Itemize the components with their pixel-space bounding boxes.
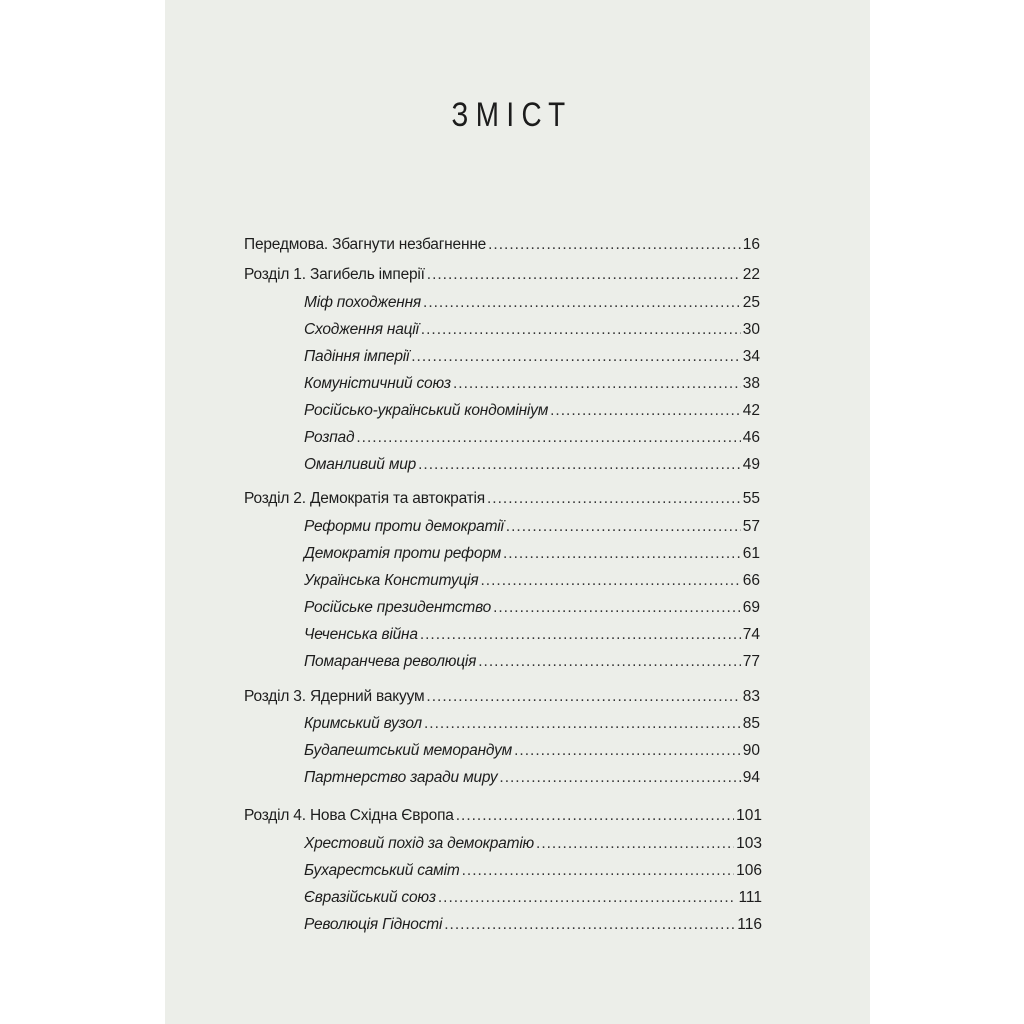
page-number: 111	[738, 889, 762, 906]
page-number: 74	[742, 626, 760, 643]
toc-subsection-entry	[304, 348, 760, 368]
entry-title: Розпад	[304, 429, 355, 446]
dot-leader	[493, 599, 741, 617]
page-number: 46	[742, 429, 760, 446]
page-number: 61	[742, 545, 760, 562]
dot-leader	[506, 518, 741, 536]
toc-chapter-entry	[244, 490, 760, 510]
entry-title: Комуністичний союз	[304, 375, 451, 392]
entry-title: Партнерство заради миру	[304, 769, 498, 786]
toc-chapter-entry	[244, 807, 762, 827]
entry-title: Революція Гідності	[304, 916, 443, 933]
page-number: 42	[742, 402, 760, 419]
toc-subsection-entry	[304, 456, 760, 476]
dot-leader	[456, 807, 734, 825]
dot-leader	[536, 835, 734, 853]
page-number: 66	[742, 572, 760, 589]
entry-title: Падіння імперії	[304, 348, 410, 365]
page-number: 103	[736, 835, 762, 852]
dot-leader	[418, 456, 741, 474]
page-number: 30	[742, 321, 760, 338]
toc-subsection-entry	[304, 545, 760, 565]
dot-leader	[487, 490, 741, 508]
toc-subsection-entry	[304, 518, 760, 538]
dot-leader	[503, 545, 741, 563]
toc-subsection-entry	[304, 402, 760, 422]
toc-subsection-entry	[304, 742, 760, 762]
dot-leader	[423, 294, 741, 312]
entry-title: Кримський вузол	[304, 715, 422, 732]
dot-leader	[488, 236, 741, 254]
page-number: 106	[736, 862, 762, 879]
page-number: 116	[737, 916, 762, 933]
toc-chapter-entry	[244, 688, 760, 708]
page-number: 85	[742, 715, 760, 732]
toc-subsection-entry	[304, 862, 762, 882]
dot-leader	[550, 402, 741, 420]
dot-leader	[427, 266, 741, 284]
dot-leader	[462, 862, 735, 880]
page-number: 22	[742, 266, 760, 283]
dot-leader	[478, 653, 741, 671]
entry-title: Розділ 4. Нова Східна Європа	[244, 807, 454, 824]
toc-subsection-entry	[304, 429, 760, 449]
page-number: 49	[742, 456, 760, 473]
dot-leader	[420, 626, 741, 644]
toc-subsection-entry	[304, 715, 760, 735]
page-number: 16	[742, 236, 760, 253]
entry-title: Євразійський союз	[304, 889, 436, 906]
page-number: 101	[736, 807, 762, 824]
entry-title: Розділ 1. Загибель імперії	[244, 266, 425, 283]
entry-title: Хрестовий похід за демократію	[304, 835, 535, 852]
page-number: 57	[742, 518, 760, 535]
toc-subsection-entry	[304, 294, 760, 314]
toc-subsection-entry	[304, 321, 760, 341]
entry-title: Сходження нації	[304, 321, 419, 338]
dot-leader	[411, 348, 741, 366]
entry-title: Будапештський меморандум	[304, 742, 513, 759]
toc-subsection-entry	[304, 889, 762, 909]
entry-title: Реформи проти демократії	[304, 518, 504, 535]
dot-leader	[421, 321, 741, 339]
toc-subsection-entry	[304, 572, 760, 592]
entry-title: Помаранчева революція	[304, 653, 477, 670]
entry-title: Оманливий мир	[304, 456, 417, 473]
page-number: 55	[742, 490, 760, 507]
dot-leader	[426, 688, 740, 706]
entry-title: Російсько-український кондомініум	[304, 402, 549, 419]
entry-title: Міф походження	[304, 294, 422, 311]
dot-leader	[356, 429, 740, 447]
page-number: 94	[742, 769, 760, 786]
page-number: 25	[742, 294, 760, 311]
dot-leader	[499, 769, 740, 787]
dot-leader	[424, 715, 741, 733]
entry-title: Українська Конституція	[304, 572, 479, 589]
toc-subsection-entry	[304, 835, 762, 855]
toc-subsection-entry	[304, 653, 760, 673]
toc-subsection-entry	[304, 626, 760, 646]
dot-leader	[514, 742, 741, 760]
page-number: 83	[742, 688, 760, 705]
entry-title: Передмова. Збагнути незбагненне	[244, 236, 487, 253]
page-number: 34	[742, 348, 760, 365]
dot-leader	[438, 889, 737, 907]
toc-subsection-entry	[304, 375, 760, 395]
toc-subsection-entry	[304, 599, 760, 619]
entry-title: Бухарестський саміт	[304, 862, 460, 879]
entry-title: Чеченська війна	[304, 626, 418, 643]
toc-chapter-entry	[244, 266, 760, 286]
dot-leader	[453, 375, 741, 393]
page-number: 38	[742, 375, 760, 392]
page-number: 69	[742, 599, 760, 616]
toc-subsection-entry	[304, 916, 762, 936]
page-title: ЗМІСТ	[451, 96, 573, 134]
toc-subsection-entry	[304, 769, 760, 789]
entry-title: Розділ 3. Ядерний вакуум	[244, 688, 425, 705]
toc-chapter-entry	[244, 236, 760, 256]
entry-title: Демократія проти реформ	[304, 545, 501, 562]
page-number: 77	[742, 653, 760, 670]
dot-leader	[444, 916, 735, 934]
entry-title: Розділ 2. Демократія та автократія	[244, 490, 485, 507]
dot-leader	[481, 572, 741, 590]
page-number: 90	[742, 742, 760, 759]
entry-title: Російське президентство	[304, 599, 492, 616]
